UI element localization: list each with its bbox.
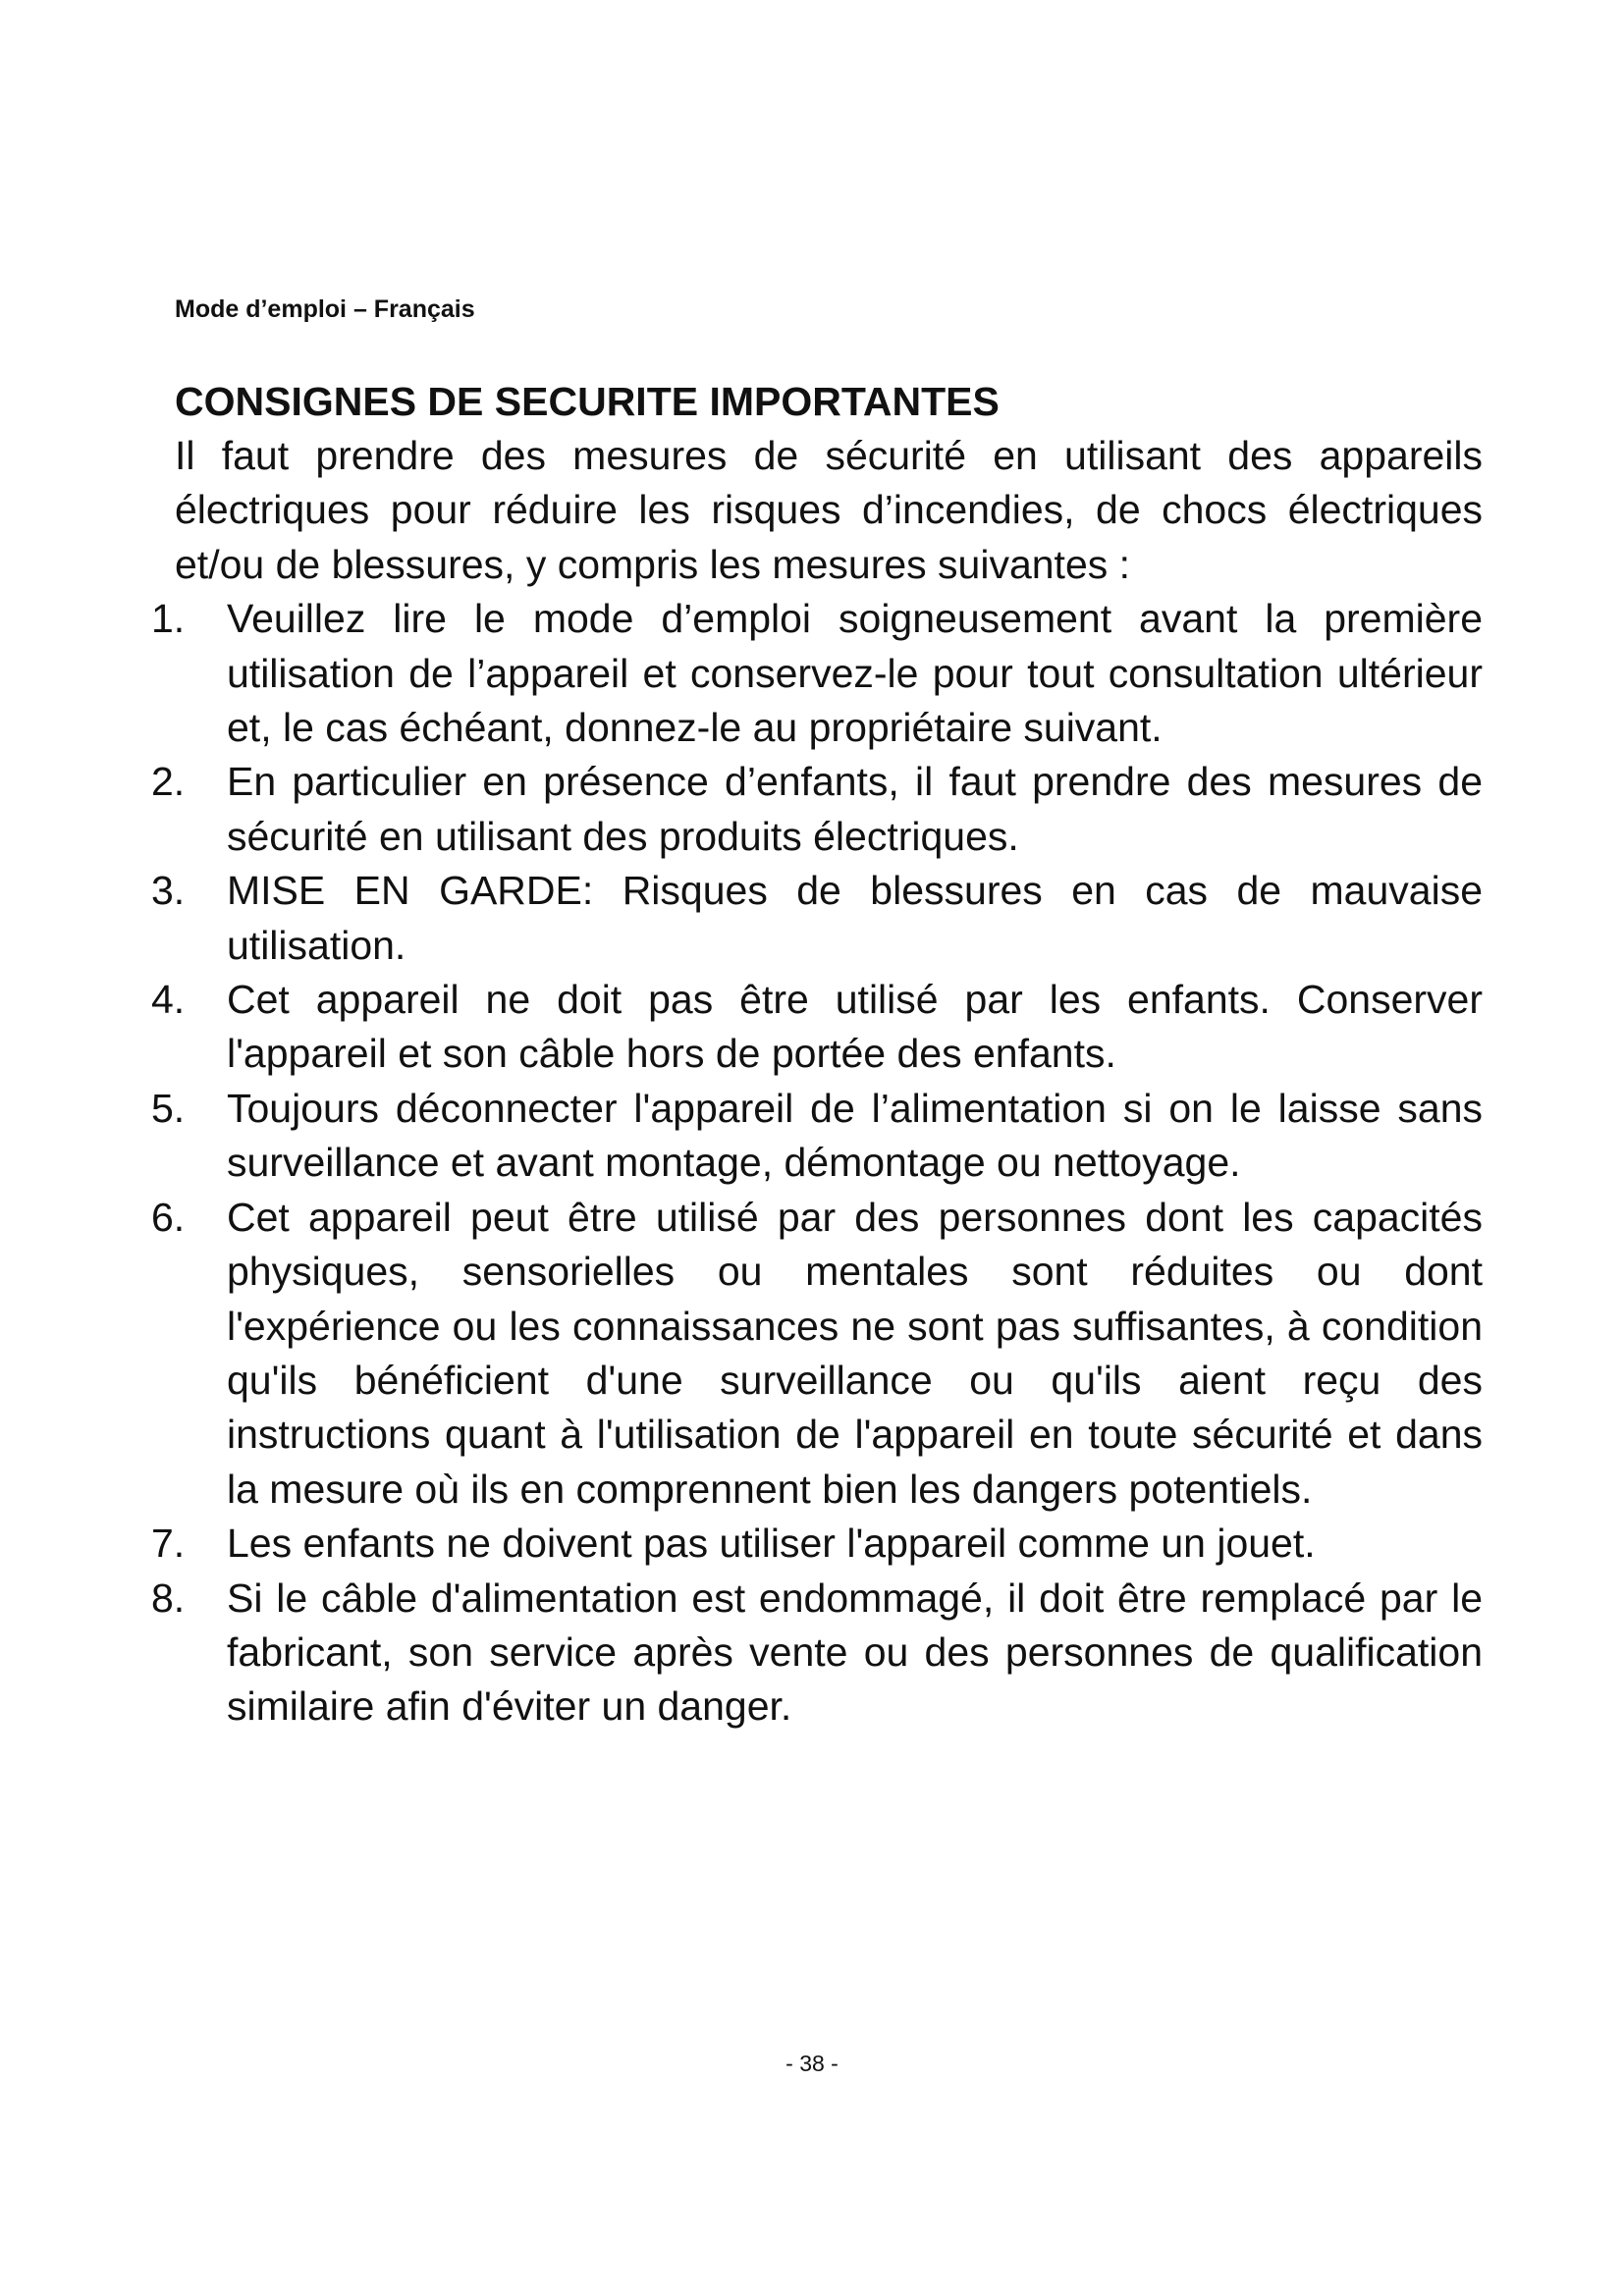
list-item — [151, 1517, 1483, 1571]
list-item-text: Toujours déconnecter l'appareil de l’alimentation si on le laisse sans surveillance et avant montage, démontage ou nettoyage. — [227, 1085, 1483, 1186]
list-item — [151, 1191, 1483, 1517]
list-item-text: Les enfants ne doivent pas utiliser l'appareil comme un jouet. — [227, 1521, 1316, 1567]
list-item-text: Cet appareil peut être utilisé par des personnes dont les capacités physiques, sensorielles ou mentales sont réduites ou dont l'expérience ou les connaissances ne sont pas suffisantes, à condition qu'ils bénéficient d'une surveillance ou qu'ils aient reçu des instructions quant à l'utilisation de l'appareil en toute sécurité et dans la mesure où ils en comprennent bien les dangers potentiels. — [227, 1194, 1483, 1512]
list-item-number: 7. — [151, 1521, 186, 1567]
page-number: - 38 - — [785, 2051, 839, 2076]
list-item-text: Si le câble d'alimentation est endommagé, il doit être remplacé par le fabricant, son service après vente ou des personnes de qualification similaire afin d'éviter un danger. — [227, 1575, 1483, 1730]
header-label: Mode d’emploi – Français — [175, 295, 475, 323]
list-item — [151, 592, 1483, 755]
content-body — [151, 429, 1483, 1735]
list-item-text: En particulier en présence d’enfants, il faut prendre des mesures de sécurité en utilisant des produits électriques. — [227, 759, 1483, 859]
list-item-number: 8. — [151, 1575, 186, 1621]
list-item-text: Cet appareil ne doit pas être utilisé par les enfants. Conserver l'appareil et son câble hors de portée des enfants. — [227, 977, 1483, 1077]
list-item-number: 6. — [151, 1194, 186, 1240]
list-item-number: 5. — [151, 1085, 186, 1131]
section-title: CONSIGNES DE SECURITE IMPORTANTES — [175, 379, 1000, 424]
list-item — [151, 1572, 1483, 1735]
list-item-text: MISE EN GARDE: Risques de blessures en cas de mauvaise utilisation. — [227, 868, 1483, 968]
list-item-number: 1. — [151, 596, 186, 642]
list-item — [151, 864, 1483, 973]
list-item-number: 3. — [151, 868, 186, 914]
list-item-number: 2. — [151, 759, 186, 805]
list-item — [151, 755, 1483, 864]
list-item-number: 4. — [151, 977, 186, 1023]
list-item — [151, 1082, 1483, 1191]
intro-paragraph: Il faut prendre des mesures de sécurité en utilisant des appareils électriques pour réduire les risques d’incendies, de chocs électriques et/ou de blessures, y compris les mesures suivantes : — [175, 433, 1483, 587]
list-item-text: Veuillez lire le mode d’emploi soigneusement avant la première utilisation de l’appareil et conservez-le pour tout consultation ultérieur et, le cas échéant, donnez-le au propriétaire suivant. — [227, 596, 1483, 751]
list-item — [151, 973, 1483, 1082]
safety-list — [151, 592, 1483, 1735]
